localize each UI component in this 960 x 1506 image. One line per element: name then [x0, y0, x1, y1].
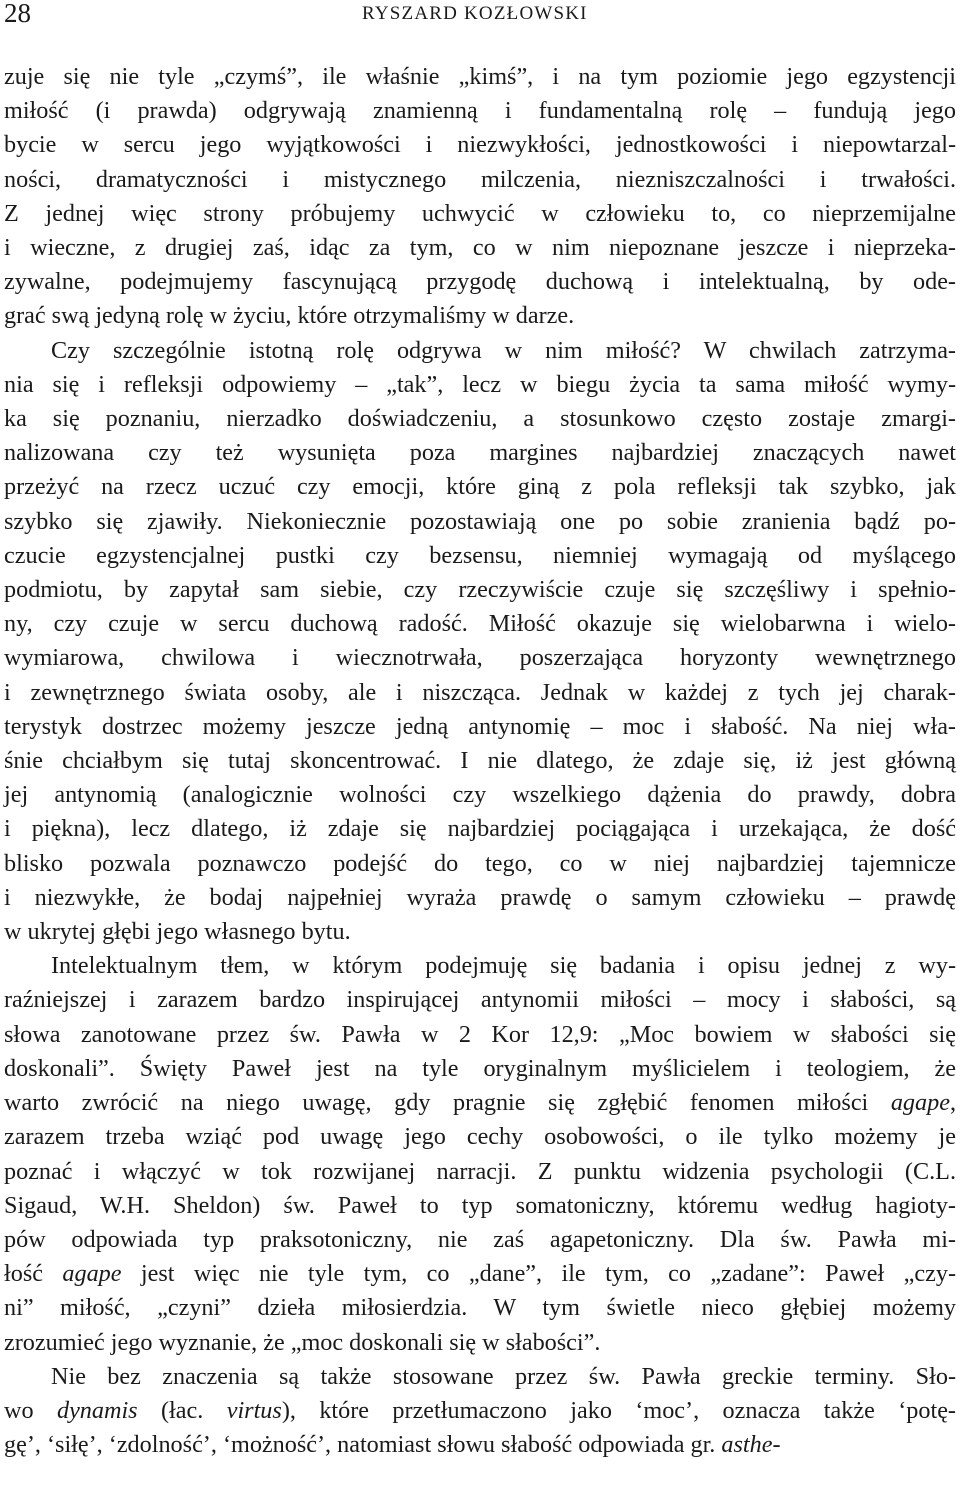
text-line: ni” miłość, „czyni” dzieła miłosierdzia. W tym świetle nieco głębiej możemy [4, 1294, 956, 1322]
text-line: ności, dramatyczności i mistycznego milczenia, niezniszczalności i trwałości. [4, 165, 956, 193]
text-line: grać swą jedyną rolę w życiu, które otrzymaliśmy w darze. [4, 302, 575, 330]
text-line: nalizowana czy też wysunięta poza margines najbardziej znaczących nawet [4, 439, 956, 467]
text-line: przeżyć na rzecz uczuć czy emocji, które giną z pola refleksji tak szybko, jak [4, 473, 956, 501]
page-number: 28 [4, 0, 31, 28]
text-line: Z jednej więc strony próbujemy uchwycić w człowieku to, co nieprzemijalne [4, 199, 956, 227]
text-line: ka się poznaniu, nierzadko doświadczeniu, a stosunkowo często zostaje zmargi- [4, 405, 956, 433]
text-line: poznać i włączyć w tok rozwijanej narracji. Z punktu widzenia psychologii (C.L. [4, 1157, 956, 1185]
text-line: w ukrytej głębi jego własnego bytu. [4, 918, 351, 946]
text-line: Czy szczególnie istotną rolę odgrywa w nim miłość? W chwilach zatrzyma- [51, 336, 956, 364]
text-line: śnie chciałbym się tutaj skoncentrować. I nie dlatego, że zdaje się, iż jest główną [4, 747, 956, 775]
text-line: zywalne, podejmujemy fascynującą przygodę duchową i intelektualną, by ode- [4, 268, 956, 296]
text-line: i zewnętrznego świata osoby, ale i niszcząca. Jednak w każdej z tych jej charak- [4, 678, 956, 706]
text-line: gę’, ‘siłę’, ‘zdolność’, ‘możność’, natomiast słowu słabość odpowiada gr. asthe- [4, 1431, 781, 1459]
text-line: czucie egzystencjalnej pustki czy bezsensu, niemniej wymagają od myślącego [4, 541, 956, 569]
text-line: ny, czy czuje w sercu duchową radość. Miłość okazuje się wielobarwna i wielo- [4, 610, 956, 638]
text-line: zuje się nie tyle „czymś”, ile właśnie „kimś”, i na tym poziomie jego egzystencji [4, 63, 956, 90]
paragraph-1 [4, 60, 956, 334]
paragraph-4 [4, 1360, 956, 1463]
text-line: słowa zanotowane przez św. Pawła w 2 Kor 12,9: „Moc bowiem w słabości się [4, 1020, 956, 1048]
text-line: i piękna), lecz dlatego, iż zdaje się najbardziej pociągająca i urzekająca, że dość [4, 815, 956, 843]
paragraph-3 [4, 949, 956, 1359]
text-line: pów odpowiada typ praksotoniczny, nie zaś agapetoniczny. Dla św. Pawła mi- [4, 1225, 956, 1253]
text-line: terystyk dostrzec możemy jeszcze jedną antynomię – moc i słabość. Na niej wła- [4, 712, 956, 740]
text-line: podmiotu, by zapytał sam siebie, czy rzeczywiście czuje się szczęśliwy i spełnio- [4, 576, 956, 604]
running-head: RYSZARD KOZŁOWSKI [362, 3, 588, 24]
text-line: szybko się zjawiły. Niekoniecznie pozostawiają one po sobie zranienia bądź po- [4, 507, 956, 535]
text-line: i wieczne, z drugiej zaś, idąc za tym, co w nim niepoznane jeszcze i nieprzeka- [4, 234, 956, 262]
page-header [0, 0, 960, 30]
text-line: Nie bez znaczenia są także stosowane przez św. Pawła greckie terminy. Sło- [51, 1362, 956, 1390]
text-line: zarazem trzeba wziąć pod uwagę jego cechy osobowości, o ile tylko możemy je [4, 1123, 956, 1151]
text-line: zrozumieć jego wyznanie, że „moc doskonali się w słabości”. [4, 1328, 601, 1356]
text-line: bycie w sercu jego wyjątkowości i niezwykłości, jednostkowości i niepowtarzal- [4, 131, 956, 159]
text-line: Sigaud, W.H. Sheldon) św. Paweł to typ somatoniczny, któremu według hagioty- [4, 1191, 956, 1219]
text-line: miłość (i prawda) odgrywają znamienną i fundamentalną rolę – fundują jego [4, 97, 956, 125]
text-line: blisko pozwala poznawczo podejść do tego, co w niej najbardziej tajemnicze [4, 849, 956, 877]
text-line: warto zwrócić na niego uwagę, gdy pragnie się zgłębić fenomen miłości agape, [4, 1089, 956, 1117]
text-line: doskonali”. Święty Paweł jest na tyle oryginalnym myślicielem i teologiem, że [4, 1054, 956, 1082]
text-line: jej antynomią (analogicznie wolności czy wszelkiego dążenia do prawdy, dobra [4, 781, 956, 809]
text-line: wo dynamis (łac. virtus), które przetłumaczono jako ‘moc’, oznacza także ‘potę- [4, 1396, 956, 1424]
text-line: nia się i refleksji odpowiemy – „tak”, lecz w biegu życia ta sama miłość wymy- [4, 370, 956, 398]
text-line: Intelektualnym tłem, w którym podejmuję się badania i opisu jednej z wy- [51, 952, 956, 980]
text-line: wymiarowa, chwilowa i wiecznotrwała, poszerzająca horyzonty wewnętrznego [4, 644, 956, 672]
text-line: łość agape jest więc nie tyle tym, co „dane”, ile tym, co „zadane”: Paweł „czy- [4, 1260, 956, 1288]
paragraph-2 [4, 334, 956, 950]
text-line: i niezwykłe, że bodaj najpełniej wyraża prawdę o samym człowieku – prawdę [4, 883, 956, 911]
text-line: raźniejszej i zarazem bardzo inspirującej antynomii miłości – mocy i słabości, są [4, 986, 956, 1014]
page-body [4, 60, 956, 1462]
